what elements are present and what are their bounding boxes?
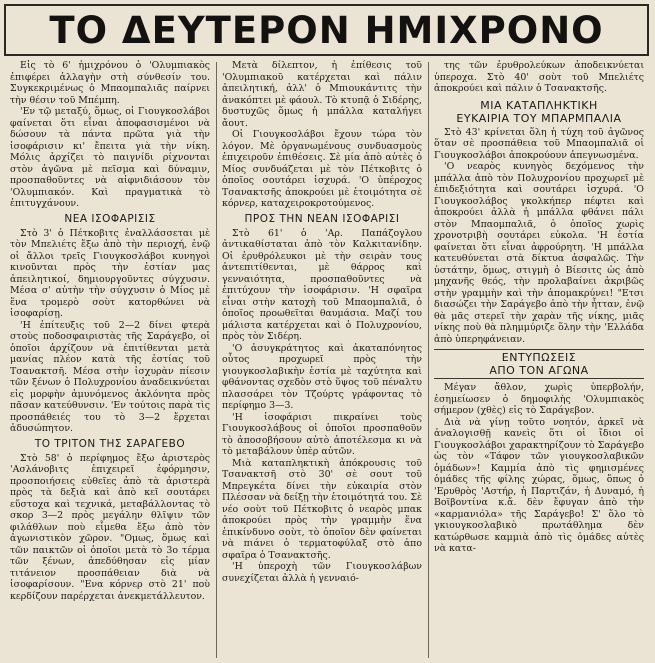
paragraph: Στὸ 3' ὁ Πέτκοβιτς ἐναλλάσσεται μὲ τὸν Μπελιέτς ἔξω ἀπὸ τὴν περιοχή, ἐνῷ οἱ ἄλλοι τρεῖς Γιουγκοσλάβοι κυνηγοὶ κινοῦνται πρὸς τὴν ἑστίαν μας ἀπειλητικοί, δημιουργοῦντες σύγχυσιν. Μέσα σ' αὐτὴν τὴν σύγχυσιν ὁ Μίος μὲ ἕνα τρομερὸ σοὺτ κατορθώνει νὰ ἰσοφαρίσῃ.: [10, 227, 210, 319]
subheading-efkairia: ΕΥΚΑΙΡΙΑ ΤΟΥ ΜΠΑΡΜΠΑΛΙΑ: [456, 111, 622, 125]
paragraph: Στὸ 43' κρίνεται ὅλη ἡ τύχη τοῦ ἀγῶνος ὅταν σὲ προσπάθεια τοῦ Μπαομπαλιᾶ οἱ Γιουγκοσλάβοι ἀποκρούουν ἀπεγνωσμένα.: [434, 126, 644, 161]
paragraph: Στὸ 61' ὁ 'Αρ. Παπάζογλου ἀντικαθίσταται ἀπὸ τὸν Καλκιτανίδην. Οἱ ἐρυθρόλευκοι μὲ τὴν σειρὰν τους ἀντεπιτίθενται, μὲ θάρρος καὶ γενναιότητα, προσπαθοῦντες νὰ ἐπιτύχουν τὴν ἰσοφάρισιν. 'Η σφαῖρα εἶναι στὴν κατοχὴ τοῦ Μπαομπαλιᾶ, ὁ ὁποῖος προωθεῖται θαυμάσια. Μαζί του μάλιστα κατέρχεται καὶ ὁ Πολυχρονίου, πρὸς τὸν Σιδέρη.: [222, 227, 422, 342]
paragraph: Εἰς τὸ 6' ἡμιχρόνου ὁ 'Ολυμπιακὸς ἐπιφέρει ἀλλαγὴν στὴ σύνθεσίν του. Συγκεκριμένως ὁ Μπαομπαλιᾶς παίρνει τὴν θέσιν τοῦ Μπέμπη.: [10, 60, 210, 106]
subheading-mia-katapliktiki: ΜΙΑ ΚΑΤΑΠΛΗΚΤΙΚΗ: [480, 98, 598, 112]
paragraph: Μιὰ καταπληκτικὴ ἀπόκρουσις τοῦ Τσανακτσῆ στὸ 30' σὲ σουτ τοῦ Μπρεγκέτα δίνει τὴν εὐκαιρία στὸν Πλέσσαν νὰ δείξῃ τὴν ἑτοιμότητά του. Σὲ νέο σοὺτ τοῦ Πέτκοβιτς ὁ νεαρὸς μπακ ἀποκρούει πρὸς τὴν γραμμὴν ἕνα ἐπικίνδυνο σοὺτ, τὸ ὁποῖον δὲν φαίνεται νὰ πιάνει ὁ τερματοφύλαξ στὸ ἀπο σφαῖρα ὁ Τσανακτσῆς.: [222, 457, 422, 561]
paragraph: 'Εν τῷ μεταξύ, ὅμως, οἱ Γιουγκοσλάβοι φαίνεται ὅτι εἶναι ἀποφασισμένοι νὰ δώσουν τὰ πάντα πρῶτα γιὰ τὴν ἰσοφάρισιν κι' ἔπειτα γιὰ τὴν νίκη. Μόλις ἀρχίζει τὸ παιγνίδι ρίχνονται στὸν ἀγῶνα μὲ πεῖσμα καὶ δύναμιν, προσπαθοῦντες νὰ αἰφνιδιάσουν τὸν 'Ολυμπιακόν. Καὶ πραγματικὰ τὸ ἐπιτυγχάνουν.: [10, 106, 210, 209]
paragraph: 'Ο ἀσυγκράτητος καὶ ἀκαταπόνητος οὗτος προχωρεῖ πρὸς τὴν γιουγκοσλαβικὴν ἑστία μὲ ταχύτητα καὶ φθάνοντας σχεδὸν στὸ ὕψος τοῦ πέναλτυ πλασσάρει τὸν Τζούρτς γράφοντας τὸ περίφημο 3—3.: [222, 342, 422, 411]
headline: ΤΟ ΔΕΥΤΕΡΟΝ ΗΜΙΧΡΟΝΟ: [4, 4, 649, 56]
column-1: [10, 60, 210, 660]
column-3: [434, 60, 644, 660]
paragraph: Διὰ νὰ γίνῃ τοῦτο νοητόν, ἀρκεῖ νὰ ἀναλογισθῇ κανεὶς ὅτι οἱ ἴδιοι οἱ Γιουγκοσλάβοι χαρακτηρίζουν τὸ Σαράγεβο ὡς τὸν «Τάφον τῶν γιουγκοσλαβικῶν ὁμάδων»! Καμμία ἀπὸ τὶς φημισμένες ὁμάδες τῆς φίλης χώρας, ὅμως, ὅπως ὁ 'Ερυθρὸς 'Αστήρ, ἡ Παρτιζάν, ἡ Δυναμό, ἡ Βοϊβοντίνα κ.ἄ. δὲν ἔφυγαν ἀπὸ τὴν «καρμανιόλα» τῆς Σαράγεβο! Σ' ὅλο τὸ γκιουγκοσλαβικὸ πρωτάθλημα δὲν κατώρθωσε καμμιὰ ἀπὸ τὶς ὁμάδες αὐτὲς νὰ κατα-: [434, 416, 644, 554]
paragraph: 'Η ἐπίτευξις τοῦ 2—2 δίνει φτερὰ στοὺς ποδοσφαιριστὰς τῆς Σαράγεβο, οἱ ὁποῖοι ἀρχίζουν νὰ ἐπιτίθενται μετὰ μανίας πλέον κατὰ τῆς ἑστίας τοῦ Τσανακτσῆ. Μέσα στὴν ἰσχυρὰν πίεσιν τῶν ξένων ὁ Πολυχρονίου ἀναδεικνύεται εἰς μορφὴν ἀμυνόμενος ἀκλόνητα πρὸς πᾶσαν κατεύθυνσιν. 'Εν τούτοις παρὰ τὶς προσπάθειές του τὸ 3—2 ἔρχεται ἀδυσώπητον.: [10, 319, 210, 434]
paragraph: 'Η ὑπεροχὴ τῶν Γιουγκοσλάβων συνεχίζεται ἀλλὰ ἡ γενναιό-: [222, 561, 422, 584]
column-2: [222, 60, 422, 660]
paragraph: Οἱ Γιουγκοσλάβοι ἔχουν τώρα τὸν λόγον. Μὲ ὀργανωμένους συνδυασμοὺς ἐπιχειροῦν ἐπιθέσεις. Σὲ μία ἀπὸ αὐτὲς ὁ Μίος συνδυάζεται μὲ τὸν Πέτκοβιτς ὁ ὁποῖος σουτάρει ἰσχυρά. 'Ο ὑπέροχος Τσανακτσῆς ἀποκρούει μὲ ἑτοιμότητα σὲ κόρνερ, καταχειροκροτούμενος.: [222, 129, 422, 209]
subheading-apo-ton-agona: ΑΠΟ ΤΟΝ ΑΓΩΝΑ: [489, 364, 589, 377]
paragraph: Μέγαν ἄθλον, χωρὶς ὑπερβολήν, ἐσημείωσεν ὁ δημοφιλὴς 'Ολυμπιακὸς σήμερον (χθὲς) εἰς τὸ Σαράγεβον.: [434, 382, 644, 416]
subheading-box-entyposeis: [434, 349, 644, 379]
subheading-pros-tin-nean-isofarisi: ΠΡΟΣ ΤΗΝ ΝΕΑΝ ΙΣΟΦΑΡΙΣΙ: [244, 212, 400, 225]
subheading-to-triton: ΤΟ ΤΡΙΤΟΝ ΤΗΣ ΣΑΡΑΓΕΒΟ: [34, 437, 186, 450]
column-divider-1: [216, 62, 217, 658]
paragraph: 'Ο νεαρὸς κυνηγὸς δεχόμενος τὴν μπάλλα ἀπὸ τὸν Πολυχρονίου προχωρεῖ μὲ ἐπιδεξιότητα καὶ σουτάρει ἰσχυρά. 'Ο Γιουγκοσλάβος γκολκήπερ πέφτει καὶ ἀποκρούει ἀλλὰ ἡ μπάλλα φθάνει πάλι στὸν Μπαομπαλιᾶ, ὁ ὁποῖος χωρὶς χρονοτριβὴ σουτάρει εὐκολα. 'Η ἑστία φαίνεται ὅτι εἶναι ἀφρούρητη. 'Η μπάλλα κατευθύνεται στὰ δίκτυα ἀσφαλῶς. Τὴν ὑστάτην, ὅμως, στιγμὴ ὁ Βίεσιτς ὡς ἀπὸ μηχανῆς θεός, τὴν προλαβαίνει ἀκριβῶς στὴν γραμμὴν καὶ τὴν ἀπομακρύνει! "Ετσι διασώζει τὴν Σαράγεβο ἀπὸ τὴν ἧτταν, ἐνῷ θὰ μᾶς στερεῖ τὴν χαρὰν τῆς νίκης, μιᾶς νίκης ποὺ θὰ πλημμύριζε ὅλην τὴν 'Ελλάδα ἀπὸ ὑπερηφάνειαν.: [434, 161, 644, 345]
subheading-entyposeis: ΕΝΤΥΠΩΣΕΙΣ: [501, 351, 577, 364]
paragraph: της τῶν ἐρυθρολεύκων ἀποδεικνύεται ὑπεροχα. Στὸ 40' σοὺτ τοῦ Μπελιέτς ἀποκρούει καὶ πάλιν ὁ Τσανακτσῆς.: [434, 60, 644, 94]
subheading-nea-isofarisis: ΝΕΑ ΙΣΟΦΑΡΙΣΙΣ: [64, 212, 156, 225]
column-divider-2: [428, 62, 429, 658]
paragraph: Μετὰ δίλεπτον, ἡ ἐπίθεσις τοῦ 'Ολυμπιακοῦ κατέρχεται καὶ πάλιν ἀπειλητική, ἀλλ' ὁ Μπιουκάντιτς τὴν ἀνακόπτει μὲ φάουλ. Τὸ κτυπᾷ ὁ Σιδέρης, δυστυχῶς ὅμως ἡ μπάλλα καταλήγει ἄουτ.: [222, 60, 422, 129]
paragraph: Στὸ 58' ὁ περίφημος ἔξω ἀριστερὸς 'Ασλάνοβιτς ἐπιχειρεῖ ἐφόρμησιν, προσποιήσεις εὐθεῖες ἀπὸ τὰ ἀριστερὰ πρὸς τὰ δεξιὰ καὶ ἀπὸ κεῖ σουτάρει εὔστοχα καὶ τεχνικά, μεταβάλλοντας τὸ σκορ 3—2 πρὸς μεγάλην θλῖψιν τῶν φιλάθλων ποὺ εἶμεθα ἔξω ἀπὸ τὸν ἀγωνιστικὸν χῶρον. "Ομως, ὅμως καὶ τῶν παικτῶν οἱ ὁποῖοι μετὰ τὸ 3ο τέρμα τῶν ξένων, ἀπεδύθησαν εἰς μίαν τιτάνειον προσπάθειαν διὰ νὰ ἰσοφαρίσουν. "Ενα κόρνερ στὸ 21' ποὺ κερδίζουν παρέρχεται ἀνεκμετάλλευτον.: [10, 452, 210, 602]
paragraph: 'Η ἰσοφάρισι πικραίνει τοὺς Γιουγκοσλάβους οἱ ὁποῖοι προσπαθοῦν τὸ ἀποσοβήσουν αὐτὸ ἀποτέλεσμα κι νὰ τὸ μεταβάλουν ὑπὲρ αὐτῶν.: [222, 411, 422, 457]
